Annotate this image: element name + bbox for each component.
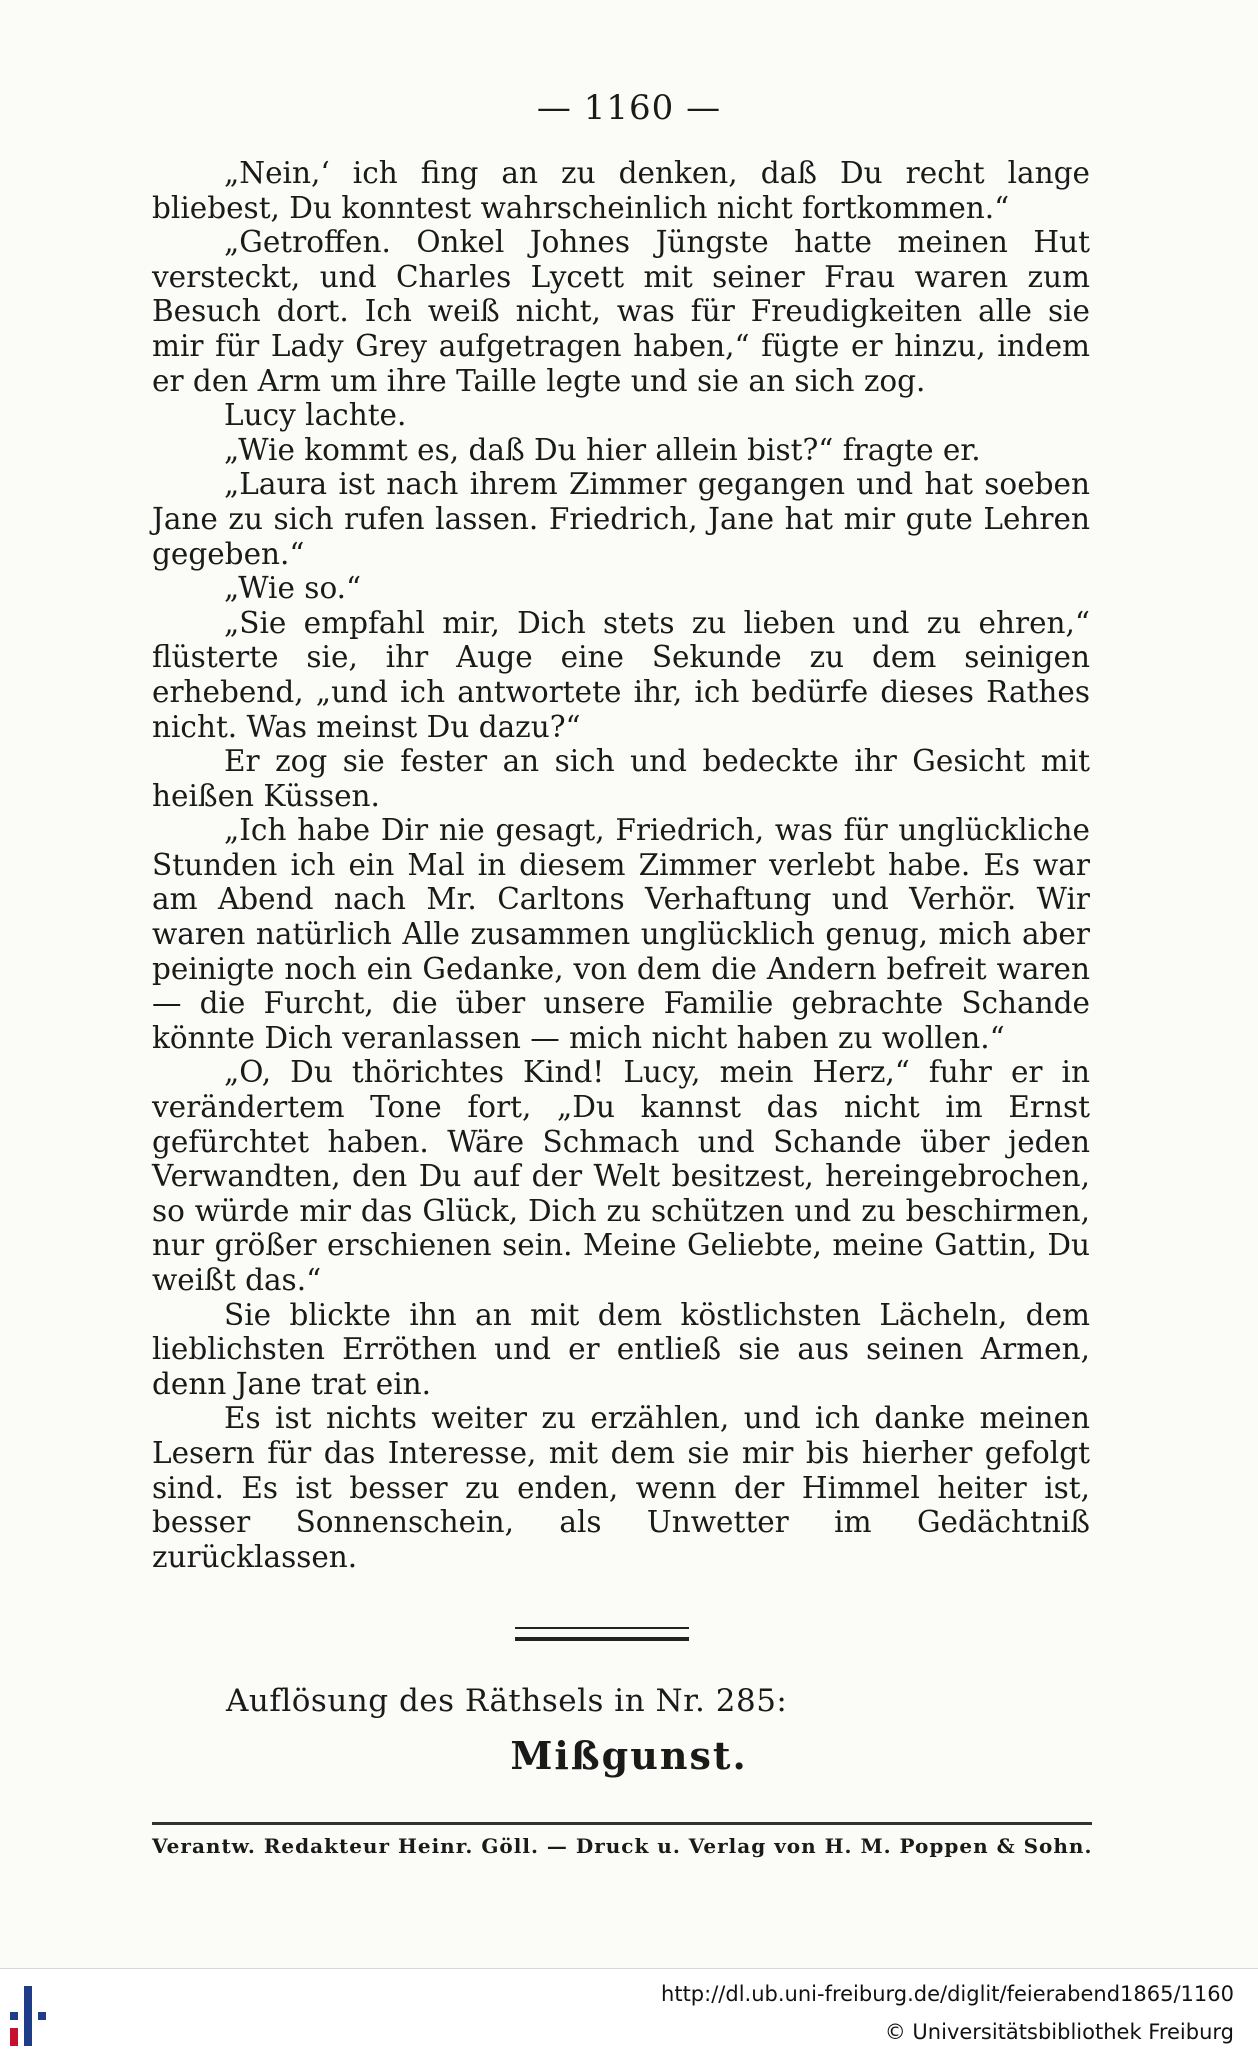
paragraph: „Nein,‘ ich fing an zu denken, daß Du recht lange bliebest, Du konntest wahrscheinlich nicht fortkommen.“	[152, 156, 1090, 225]
paragraph: Es ist nichts weiter zu erzählen, und ich danke meinen Lesern für das Interesse, mit dem sie mir bis hierher gefolgt sind. Es ist besser zu enden, wenn der Himmel heiter ist, besser Sonnenschein, als Unwetter im Gedächtniß zurücklassen.	[152, 1401, 1090, 1574]
paragraph: „Sie empfahl mir, Dich stets zu lieben und zu ehren,“ flüsterte sie, ihr Auge eine Sekunde zu dem seinigen erhebend, „und ich antwortete ihr, ich bedürfe dieses Rathes nicht. Was meinst Du dazu?“	[152, 605, 1090, 744]
paragraph: „Wie kommt es, daß Du hier allein bist?“ fragte er.	[224, 432, 981, 467]
paragraph: Er zog sie fester an sich und bedeckte ihr Gesicht mit heißen Küssen.	[152, 744, 1090, 813]
section-divider	[515, 1627, 689, 1641]
paragraph: „Laura ist nach ihrem Zimmer gegangen und hat soeben Jane zu sich rufen lassen. Friedrich, Jane hat mir gute Lehren gegeben.“	[152, 467, 1090, 571]
logo-bar-center	[24, 1986, 32, 2046]
paragraph: Sie blickte ihn an mit dem köstlichsten Lächeln, dem lieblichsten Erröthen und er entließ sie aus seinen Armen, denn Jane trat ein.	[152, 1297, 1090, 1401]
logo-bar-accent	[10, 2028, 18, 2046]
logo-bar-right	[38, 2012, 46, 2020]
permalink-url[interactable]: http://dl.ub.uni-freiburg.de/diglit/feierabend1865/1160	[661, 1982, 1234, 2006]
paragraph: „Ich habe Dir nie gesagt, Friedrich, was für unglückliche Stunden ich ein Mal in diesem Zimmer verlebt habe. Es war am Abend nach Mr. Carltons Verhaftung und Verhör. Wir waren natürlich Alle zusammen unglücklich genug, mich aber peinigte noch ein Gedanke, von dem die Andern befreit waren — die Furcht, die über unsere Familie gebrachte Schande könnte Dich veranlassen — mich nicht haben zu wollen.“	[152, 813, 1090, 1055]
paragraph: Lucy lachte.	[224, 398, 407, 433]
paragraph: „Getroffen. Onkel Johnes Jüngste hatte meinen Hut versteckt, und Charles Lycett mit seiner Frau waren zum Besuch dort. Ich weiß nicht, was für Freudigkeiten alle sie mir für Lady Grey aufgetragen haben,“ fügte er hinzu, indem er den Arm um ihre Taille legte und sie an sich zog.	[152, 225, 1090, 398]
paragraph: „O, Du thörichtes Kind! Lucy, mein Herz,“ fuhr er in verändertem Tone fort, „Du kannst das nicht im Ernst gefürchtet haben. Wäre Schmach und Schande über jeden Verwandten, den Du auf der Welt besitzest, hereingebrochen, so würde mir das Glück, Dich zu schützen und zu beschirmen, nur größer erschienen sein. Meine Geliebte, meine Gattin, Du weißt das.“	[152, 1055, 1090, 1297]
story-text	[152, 156, 1090, 1574]
riddle-solution-answer: Mißgunst.	[510, 1733, 748, 1778]
riddle-solution-label: Auflösung des Räthsels in Nr. 285:	[226, 1683, 788, 1719]
copyright-notice: © Universitätsbibliothek Freiburg	[884, 2020, 1234, 2044]
logo-bar-left	[10, 2012, 18, 2020]
imprint-divider	[152, 1822, 1092, 1825]
ub-freiburg-logo-icon[interactable]	[10, 1986, 46, 2046]
imprint-line: Verantw. Redakteur Heinr. Göll. — Druck u. Verlag von H. M. Poppen & Sohn.	[152, 1834, 1093, 1858]
page-number: — 1160 —	[536, 88, 722, 128]
paragraph: „Wie so.“	[224, 571, 362, 606]
